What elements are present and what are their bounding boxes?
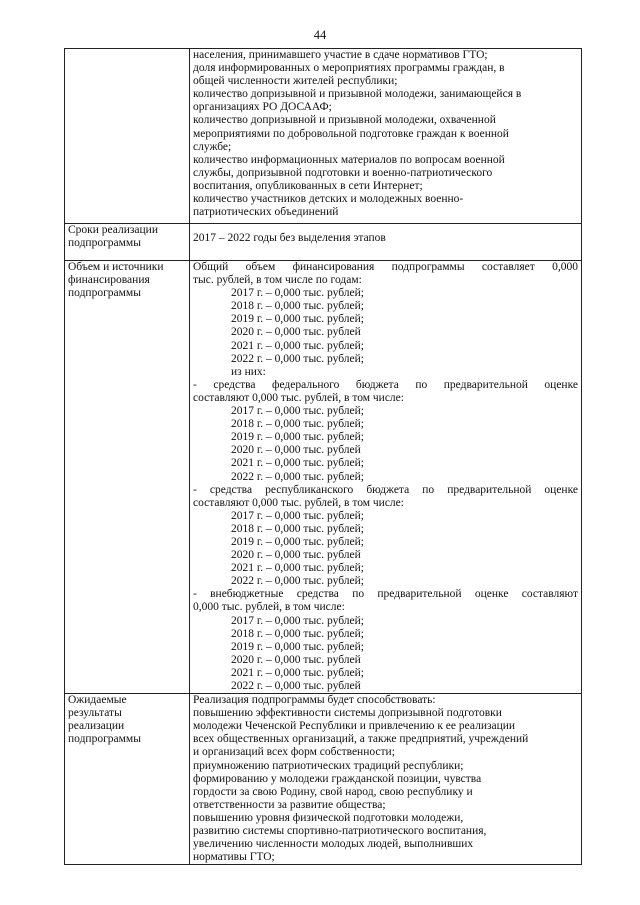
row-label [65, 49, 190, 224]
funding-intro: - средства федерального бюджета по предварительной оценке [193, 378, 578, 391]
text-line: повышению уровня физической подготовки молодежи, [193, 811, 464, 824]
text-line: количество информационных материалов по вопросам военной [193, 153, 505, 166]
label-line: финансирования [68, 274, 150, 287]
indicators-cell [190, 49, 582, 224]
text-line: и организаций всех форм собственности; [193, 746, 395, 759]
funding-year: 2017 г. – 0,000 тыс. рублей; [231, 287, 364, 300]
label-line: подпрограммы [68, 287, 141, 300]
table-row [65, 261, 582, 694]
text-line: всех общественных организаций, а также предприятий, учреждений [193, 733, 529, 746]
text-line: воспитания, опубликованных в сети Интернет; [193, 179, 423, 192]
funding-year: 2019 г. – 0,000 тыс. рублей; [231, 313, 364, 326]
text-line: 2017 – 2022 годы без выделения этапов [193, 232, 386, 244]
label-line: Сроки реализации [68, 224, 158, 236]
text-line: службы, допризывной подготовки и военно-патриотического [193, 166, 493, 179]
text-line: патриотических объединений [193, 206, 339, 219]
table-row [65, 224, 582, 261]
funding-year: 2017 г. – 0,000 тыс. рублей; [231, 614, 364, 627]
row-label [65, 261, 190, 694]
text-line: развитию системы спортивно-патриотического воспитания, [193, 825, 487, 838]
funding-year: 2021 г. – 0,000 тыс. рублей; [231, 457, 364, 470]
table-row [65, 49, 582, 224]
text-line: ответственности за развитие общества; [193, 798, 386, 811]
funding-intro: - средства республиканского бюджета по предварительной оценке [193, 483, 578, 496]
funding-year: 2021 г. – 0,000 тыс. рублей; [231, 562, 364, 575]
text-line: количество допризывной и призывной молодежи, охваченной [193, 114, 496, 127]
funding-year: 2022 г. – 0,000 тыс. рублей [231, 680, 361, 692]
page-number: 44 [313, 28, 327, 42]
table-row [65, 694, 582, 865]
text-line: приумножению патриотических традиций республики; [193, 759, 464, 772]
label-line: Ожидаемые [68, 694, 127, 707]
text-line: молодежи Чеченской Республики и привлечению к ее реализации [193, 720, 516, 733]
text-line: увеличению численности молодых людей, выполнивших [193, 838, 474, 851]
text-line: формированию у молодежи гражданской позиции, чувства [193, 772, 482, 785]
funding-year: 2022 г. – 0,000 тыс. рублей; [231, 352, 364, 365]
text-line: количество допризывной и призывной молодежи, занимающейся в [193, 88, 522, 101]
funding-cell [190, 261, 582, 694]
label-line: Объем и источники [68, 261, 164, 273]
text-line: мероприятиями по добровольной подготовке граждан к военной [193, 127, 509, 140]
funding-intro: составляют 0,000 тыс. рублей, в том числе: [193, 391, 404, 404]
passport-table [64, 48, 582, 865]
funding-year: 2020 г. – 0,000 тыс. рублей [231, 549, 361, 562]
text-line: доля информированных о мероприятиях программы граждан, в [193, 62, 505, 75]
funding-intro: Общий объем финансирования подпрограммы составляет 0,000 [193, 261, 578, 273]
text-line: нормативы ГТО; [193, 851, 275, 864]
funding-intro: составляют 0,000 тыс. рублей, в том числе: [193, 496, 404, 509]
funding-intro: 0,000 тыс. рублей, в том числе: [193, 601, 345, 614]
funding-year: 2019 г. – 0,000 тыс. рублей; [231, 535, 364, 548]
funding-year: 2017 г. – 0,000 тыс. рублей; [231, 405, 364, 418]
timeline-cell [190, 224, 582, 261]
label-line: реализации [68, 720, 125, 733]
funding-intro: - внебюджетные средства по предварительной оценке составляют [193, 588, 578, 601]
funding-year: 2017 г. – 0,000 тыс. рублей; [231, 509, 364, 522]
funding-year: 2020 г. – 0,000 тыс. рублей [231, 444, 361, 457]
text-line: общей численности жителей республики; [193, 75, 398, 88]
label-line: результаты [68, 707, 122, 720]
text-line: службе; [193, 140, 232, 153]
funding-year: 2019 г. – 0,000 тыс. рублей; [231, 640, 364, 653]
text-line: количество участников детских и молодежных военно- [193, 193, 464, 206]
funding-year: 2019 г. – 0,000 тыс. рублей; [231, 431, 364, 444]
results-cell [190, 694, 582, 865]
funding-year: 2018 г. – 0,000 тыс. рублей; [231, 418, 364, 431]
text-line: повышению эффективности системы допризывной подготовки [193, 707, 502, 720]
funding-year: 2021 г. – 0,000 тыс. рублей; [231, 666, 364, 679]
text-line: Реализация подпрограммы будет способствовать: [193, 694, 436, 707]
funding-year: 2018 г. – 0,000 тыс. рублей; [231, 300, 364, 313]
funding-year: 2021 г. – 0,000 тыс. рублей; [231, 339, 364, 352]
label-line: подпрограммы [68, 237, 141, 250]
funding-intro: тыс. рублей, в том числе по годам: [193, 274, 362, 287]
funding-year: 2018 г. – 0,000 тыс. рублей; [231, 627, 364, 640]
funding-year: 2020 г. – 0,000 тыс. рублей [231, 326, 361, 339]
funding-year: 2018 г. – 0,000 тыс. рублей; [231, 522, 364, 535]
row-label [65, 224, 190, 261]
text-line: гордости за свою Родину, свой народ, свою республику и [193, 785, 473, 798]
funding-year: из них: [231, 365, 266, 378]
funding-year: 2022 г. – 0,000 тыс. рублей; [231, 470, 364, 483]
label-line: подпрограммы [68, 733, 141, 746]
funding-year: 2022 г. – 0,000 тыс. рублей; [231, 575, 364, 588]
text-line: организациях РО ДОСААФ; [193, 101, 332, 114]
row-label [65, 694, 190, 865]
funding-year: 2020 г. – 0,000 тыс. рублей [231, 653, 361, 666]
text-line: населения, принимавшего участие в сдаче нормативов ГТО; [193, 49, 488, 61]
